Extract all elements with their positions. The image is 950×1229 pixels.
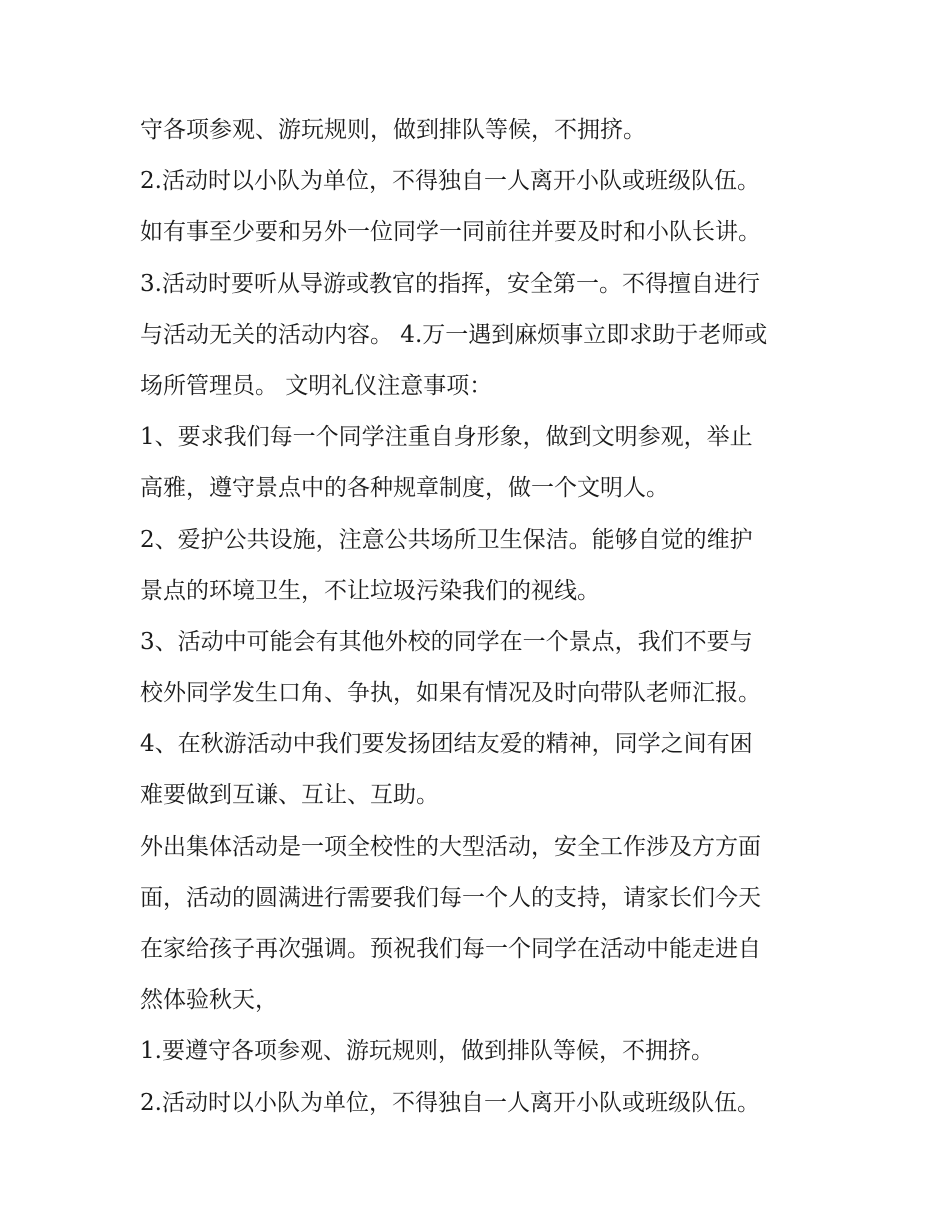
text-line: 守各项参观、游玩规则，做到排队等候，不拥挤。 [140,117,646,143]
text-line: 景点的环境卫生，不让垃圾污染我们的视线。 [140,577,600,604]
text-line: 2、爱护公共设施，注意公共场所卫生保洁。能够自觉的维护 [140,526,753,553]
text-line: 难要做到互谦、互让、互助。 [140,782,439,809]
text-line: 校外同学发生口角、争执，如果有情况及时向带队老师汇报。 [140,680,761,707]
text-line: 3.活动时要听从导游或教官的指挥，安全第一。不得擅自进行 [140,270,760,297]
text-line: 2.活动时以小队为单位，不得独自一人离开小队或班级队伍。 [140,1089,760,1116]
text-line: 2.活动时以小队为单位，不得独自一人离开小队或班级队伍。 [140,168,760,195]
text-line: 1、要求我们每一个同学注重自身形象，做到文明参观，举止 [140,424,753,451]
text-line: 在家给孩子再次强调。预祝我们每一个同学在活动中能走进自 [140,936,761,962]
text-line: 4、在秋游活动中我们要发扬团结友爱的精神，同学之间有困 [140,731,753,758]
text-line: 如有事至少要和另外一位同学一同前往并要及时和小队长讲。 [140,219,761,246]
text-line: 高雅，遵守景点中的各种规章制度，做一个文明人。 [140,475,669,502]
text-line: 与活动无关的活动内容。 4.万一遇到麻烦事立即求助于老师或 [140,321,768,348]
text-line: 外出集体活动是一项全校性的大型活动，安全工作涉及方方面 [140,833,761,860]
document-body [140,105,830,1129]
text-line: 3、活动中可能会有其他外校的同学在一个景点，我们不要与 [140,628,753,655]
text-line: 然体验秋天， [140,987,278,1014]
text-line: 面，活动的圆满进行需要我们每一个人的支持，请家长们今天 [140,884,761,911]
text-line: 场所管理员。 文明礼仪注意事项： [140,372,493,399]
text-line: 1.要遵守各项参观、游玩规则，做到排队等候，不拥挤。 [140,1038,714,1065]
